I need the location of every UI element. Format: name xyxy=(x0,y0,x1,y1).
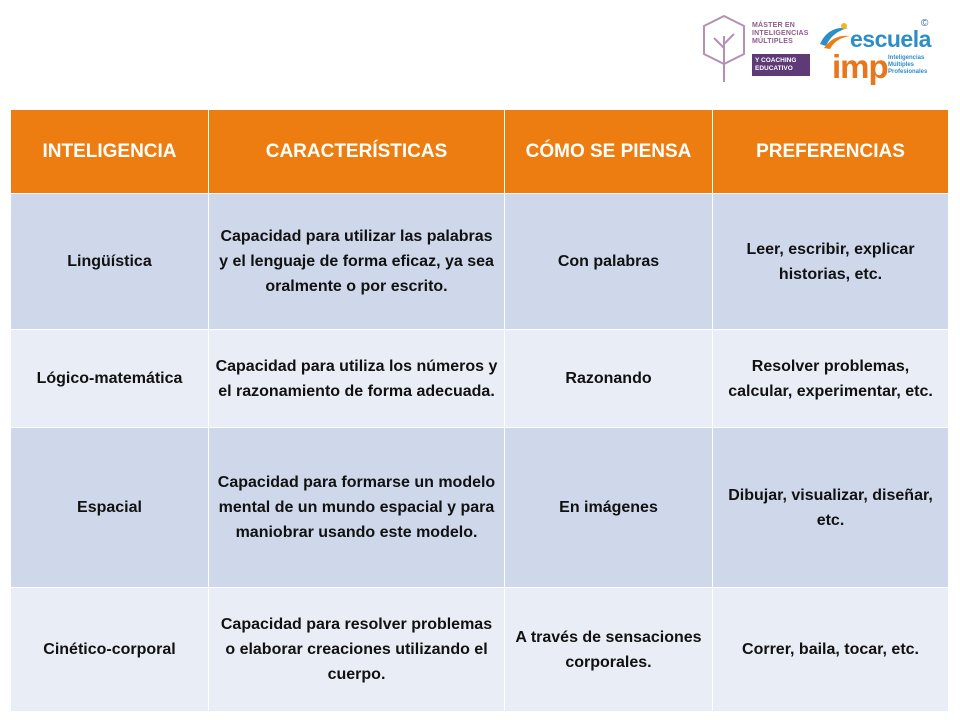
table-header-row xyxy=(11,110,949,194)
cell-caracteristicas: Capacidad para resolver problemas o elaborar creaciones utilizando el cuerpo. xyxy=(209,588,505,712)
imp-subtitle: Inteligencias Múltiples Profesionales xyxy=(888,55,928,75)
cell-como-se-piensa: Razonando xyxy=(505,330,713,428)
header-inteligencia: INTELIGENCIA xyxy=(11,110,209,194)
cell-inteligencia: Espacial xyxy=(11,428,209,588)
cell-preferencias: Resolver problemas, calcular, experimentar, etc. xyxy=(713,330,949,428)
table-row xyxy=(11,194,949,330)
master-badge: Y COACHING EDUCATIVO xyxy=(752,54,810,76)
logo-area xyxy=(0,0,960,108)
cell-como-se-piensa: Con palabras xyxy=(505,194,713,330)
escuela-logo-text: escuela xyxy=(850,26,931,52)
escuela-swoosh-icon xyxy=(818,22,852,50)
header-caracteristicas: CARACTERÍSTICAS xyxy=(209,110,505,194)
intelligences-table xyxy=(10,109,949,712)
table-row xyxy=(11,330,949,428)
imp-logo-text: imp xyxy=(832,48,888,85)
cell-caracteristicas: Capacidad para utilizar las palabras y el lenguaje de forma eficaz, ya sea oralmente o por escrito. xyxy=(209,194,505,330)
cell-inteligencia: Lógico-matemática xyxy=(11,330,209,428)
copyright-mark: © xyxy=(921,18,929,29)
table-row xyxy=(11,588,949,712)
header-como-se-piensa: CÓMO SE PIENSA xyxy=(505,110,713,194)
cell-inteligencia: Lingüística xyxy=(11,194,209,330)
cell-caracteristicas: Capacidad para utiliza los números y el razonamiento de forma adecuada. xyxy=(209,330,505,428)
cell-como-se-piensa: En imágenes xyxy=(505,428,713,588)
cell-caracteristicas: Capacidad para formarse un modelo mental de un mundo espacial y para maniobrar usando este modelo. xyxy=(209,428,505,588)
cell-preferencias: Leer, escribir, explicar historias, etc. xyxy=(713,194,949,330)
table-row xyxy=(11,428,949,588)
header-preferencias: PREFERENCIAS xyxy=(713,110,949,194)
cell-preferencias: Correr, baila, tocar, etc. xyxy=(713,588,949,712)
cell-inteligencia: Cinético-corporal xyxy=(11,588,209,712)
cell-preferencias: Dibujar, visualizar, diseñar, etc. xyxy=(713,428,949,588)
cell-como-se-piensa: A través de sensaciones corporales. xyxy=(505,588,713,712)
master-title: MÁSTER EN INTELIGENCIAS MÚLTIPLES xyxy=(752,22,809,45)
